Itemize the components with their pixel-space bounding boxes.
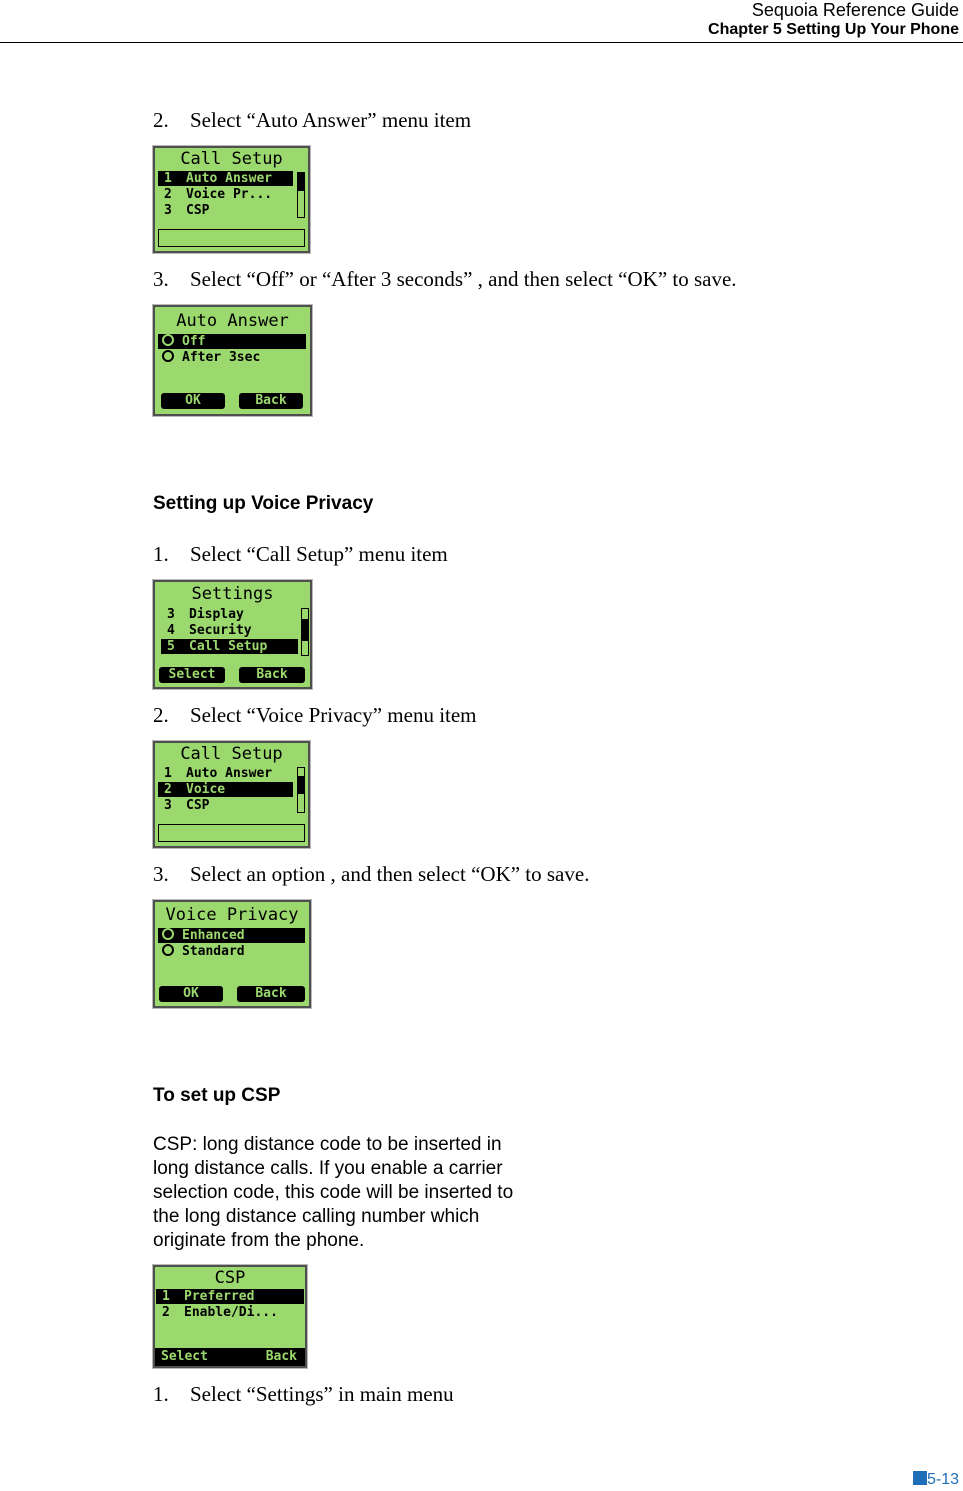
radio-option: After 3sec: [158, 350, 306, 365]
screen-call-setup-voice: [153, 741, 310, 848]
step-select-settings: [153, 1382, 454, 1407]
menu-item: 1 Preferred: [156, 1289, 304, 1304]
step-text: Select “Settings” in main menu: [190, 1382, 454, 1406]
screen-csp: [153, 1265, 307, 1368]
page-marker-icon: [913, 1471, 927, 1485]
radio-icon: [162, 350, 174, 362]
step-number: 3.: [153, 267, 169, 291]
radio-option: Standard: [158, 944, 305, 959]
section-heading-csp: To set up CSP: [153, 1085, 281, 1106]
paragraph-line: the long distance calling number which: [153, 1206, 480, 1227]
step-number: 3.: [153, 862, 169, 886]
menu-item: 3 Display: [167, 607, 244, 622]
screen-title: Call Setup: [180, 744, 283, 764]
menu-item: 3 CSP: [164, 798, 210, 813]
step-select-voice-privacy: [153, 703, 477, 728]
screen-title: Voice Privacy: [165, 905, 299, 925]
radio-selected-icon: [162, 334, 174, 346]
radio-option: Enhanced: [158, 928, 305, 943]
step-number: 2.: [153, 703, 169, 727]
scrollbar: [297, 767, 305, 813]
paragraph-line: selection code, this code will be inserted to: [153, 1182, 514, 1203]
step-text: Select “Call Setup” menu item: [190, 542, 448, 566]
header-divider: [0, 42, 963, 43]
paragraph-line: long distance calls. If you enable a carrier: [153, 1158, 503, 1179]
menu-item: 2 Voice: [158, 782, 293, 797]
chapter-title: Chapter 5 Setting Up Your Phone: [708, 21, 959, 38]
menu-item: 2 Voice Pr...: [164, 187, 273, 202]
softkey-back: Back: [239, 667, 305, 683]
softkey-bar: [158, 229, 305, 247]
menu-item: 3 CSP: [164, 203, 210, 218]
paragraph-line: originate from the phone.: [153, 1230, 365, 1251]
softkey-select: Select: [159, 667, 225, 683]
softkey-bar: [158, 824, 305, 842]
menu-item: 5 Call Setup: [161, 639, 298, 654]
screen-title: Settings: [191, 584, 274, 604]
step-text: Select “Voice Privacy” menu item: [190, 703, 477, 727]
softkey-select: Select: [161, 1349, 208, 1364]
step-number: 1.: [153, 1382, 169, 1406]
csp-description: [153, 1133, 563, 1253]
softkey-bar: [155, 1348, 305, 1366]
step-number: 2.: [153, 108, 169, 132]
screen-title: Call Setup: [180, 149, 283, 169]
softkey-back: Back: [239, 393, 303, 409]
menu-item: 1 Auto Answer: [164, 766, 273, 781]
section-heading-voice-privacy: Setting up Voice Privacy: [153, 493, 374, 514]
page-number: 5-13: [913, 1471, 959, 1489]
menu-item: 2 Enable/Di...: [162, 1305, 278, 1320]
step-text: Select “Auto Answer” menu item: [190, 108, 472, 132]
softkey-back: Back: [237, 986, 305, 1002]
radio-icon: [162, 944, 174, 956]
step-select-call-setup: [153, 542, 448, 567]
step-select-voice-option: [153, 862, 589, 887]
screen-title: CSP: [214, 1268, 246, 1288]
paragraph-line: CSP: long distance code to be inserted in: [153, 1134, 502, 1155]
scrollbar: [301, 608, 309, 656]
softkey-back: Back: [265, 1349, 297, 1364]
screen-settings: [153, 580, 312, 689]
step-select-auto-answer-option: [153, 267, 737, 292]
step-select-auto-answer: [153, 108, 471, 133]
softkey-ok: OK: [159, 986, 223, 1002]
scrollbar: [297, 172, 305, 218]
step-text: Select “Off” or “After 3 seconds” , and then select “OK” to save.: [190, 267, 737, 291]
radio-option: Off: [158, 334, 306, 349]
menu-item: 4 Security: [167, 623, 252, 638]
step-number: 1.: [153, 542, 169, 566]
screen-auto-answer: [153, 305, 312, 416]
screen-voice-privacy: [153, 900, 311, 1008]
guide-title: Sequoia Reference Guide: [751, 0, 959, 20]
menu-item: 1 Auto Answer: [158, 171, 293, 186]
radio-selected-icon: [162, 928, 174, 940]
screen-call-setup: [153, 146, 310, 253]
step-text: Select an option , and then select “OK” to save.: [190, 862, 590, 886]
softkey-ok: OK: [161, 393, 225, 409]
screen-title: Auto Answer: [176, 311, 289, 331]
